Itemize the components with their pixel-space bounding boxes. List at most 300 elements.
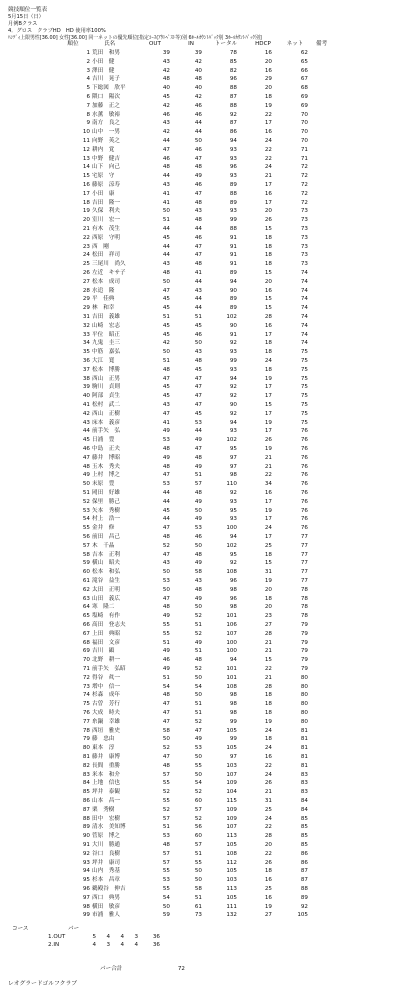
cell-hdcp: 25: [264, 886, 272, 892]
cell-total: 91: [229, 252, 237, 259]
cell-out: 53: [162, 833, 170, 840]
cell-hdcp: 17: [264, 182, 272, 188]
cell-in: 55: [194, 859, 202, 866]
cell-out: 43: [162, 120, 170, 127]
cell-total: 93: [229, 349, 237, 356]
table-row: [0, 665, 400, 674]
cell-rank: 79: [82, 736, 90, 743]
cell-hdcp: 19: [264, 446, 272, 452]
cell-name: 上田 典昭: [92, 630, 120, 637]
cell-rank: 98: [82, 903, 90, 910]
table-row: [0, 216, 400, 225]
cell-rank: 50: [82, 481, 90, 488]
cell-net: 80: [300, 710, 308, 716]
cell-name: 三尾川 尚久: [92, 261, 126, 268]
cell-hdcp: 23: [264, 613, 272, 620]
cell-net: 74: [300, 314, 308, 320]
cell-net: 69: [300, 94, 308, 100]
cell-net: 76: [300, 463, 308, 470]
cell-name: 藤井 康博: [92, 754, 120, 760]
cell-hdcp: 15: [264, 305, 272, 312]
cell-total: 96: [229, 595, 237, 602]
cell-hdcp: 21: [264, 648, 272, 655]
cell-total: 94: [229, 657, 237, 664]
cell-net: 81: [300, 754, 308, 760]
cell-name: 山中 一男: [92, 129, 120, 136]
table-row: [0, 577, 400, 586]
hole-par: 4: [134, 942, 138, 948]
table-row: [0, 287, 400, 296]
cell-rank: 70: [82, 657, 90, 664]
cell-name: 中島 正夫: [92, 446, 120, 452]
table-row: [0, 172, 400, 181]
cell-net: 72: [300, 164, 308, 171]
cell-hdcp: 20: [264, 586, 272, 593]
cell-name: 得谷 眞一: [92, 674, 120, 681]
cell-total: 92: [229, 410, 237, 417]
cell-out: 50: [162, 903, 170, 910]
cell-out: 48: [162, 604, 170, 611]
cell-net: 80: [300, 683, 308, 690]
table-row: [0, 727, 400, 736]
cell-in: 47: [194, 393, 202, 400]
cell-net: 89: [300, 894, 308, 901]
cell-name: 藤 忠由: [92, 736, 115, 743]
report-title: 競技順位一覧表: [8, 7, 48, 13]
cell-hdcp: 29: [264, 76, 272, 83]
cell-hdcp: 16: [264, 877, 272, 884]
table-row: [0, 392, 400, 401]
cell-total: 98: [229, 710, 237, 716]
cell-rank: 58: [82, 551, 90, 558]
cell-in: 43: [194, 578, 202, 584]
cell-in: 43: [194, 208, 202, 215]
cell-in: 49: [194, 498, 202, 505]
cell-hdcp: 19: [264, 578, 272, 584]
cell-out: 43: [162, 58, 170, 65]
cell-hdcp: 15: [264, 657, 272, 664]
cell-total: 82: [229, 67, 237, 74]
course-name: 2.IN: [48, 942, 60, 948]
cell-out: 47: [162, 287, 170, 294]
table-row: [0, 49, 400, 58]
cell-rank: 91: [82, 842, 90, 848]
cell-net: 76: [300, 446, 308, 452]
cell-name: 谷口 良樹: [92, 850, 120, 857]
cell-out: 55: [162, 622, 170, 628]
table-row: [0, 419, 400, 428]
cell-name: 北野 耕一: [92, 657, 120, 664]
cell-rank: 32: [82, 322, 90, 329]
cell-name: 坪井 康司: [92, 859, 120, 866]
cell-total: 87: [229, 94, 237, 100]
cell-net: 74: [300, 296, 308, 303]
cell-hdcp: 18: [264, 595, 272, 602]
cell-net: 85: [300, 815, 308, 822]
table-row: [0, 630, 400, 639]
cell-in: 50: [194, 604, 202, 611]
cell-in: 54: [194, 683, 202, 690]
cell-rank: 66: [82, 622, 90, 628]
cell-in: 52: [194, 630, 202, 637]
table-row: [0, 603, 400, 612]
cell-out: 52: [162, 806, 170, 813]
cell-in: 58: [194, 886, 202, 892]
cell-hdcp: 19: [264, 718, 272, 725]
cell-hdcp: 27: [264, 912, 272, 919]
cell-in: 57: [194, 481, 202, 488]
cell-net: 77: [300, 560, 308, 567]
cell-total: 91: [229, 243, 237, 250]
cell-net: 75: [300, 349, 308, 356]
table-row: [0, 445, 400, 454]
cell-total: 93: [229, 146, 237, 153]
cell-name: 藤原 涼寿: [92, 182, 120, 188]
cell-hdcp: 24: [264, 358, 272, 364]
cell-total: 90: [229, 402, 237, 408]
cell-hdcp: 15: [264, 226, 272, 232]
cell-rank: 46: [82, 446, 90, 452]
cell-in: 47: [194, 446, 202, 452]
cell-total: 98: [229, 701, 237, 708]
cell-out: 47: [162, 375, 170, 382]
cell-total: 96: [229, 578, 237, 584]
cell-total: 132: [226, 912, 237, 919]
cell-out: 53: [162, 437, 170, 444]
cell-out: 50: [162, 586, 170, 593]
cell-name: 平位 昭正: [92, 331, 120, 338]
cell-name: 高田 登志夫: [92, 622, 126, 628]
par-total-label: パー合計: [100, 966, 123, 972]
cell-out: 40: [162, 85, 170, 92]
cell-out: 55: [162, 780, 170, 787]
cell-net: 83: [300, 771, 308, 778]
table-row: [0, 779, 400, 788]
cell-name: 南方 良之: [92, 120, 120, 127]
cell-name: 上村 博之: [92, 472, 120, 479]
cell-hdcp: 28: [264, 683, 272, 690]
cell-in: 42: [194, 58, 202, 65]
cell-hdcp: 18: [264, 252, 272, 259]
cell-name: 下総図 欣平: [92, 85, 126, 92]
cell-net: 87: [300, 868, 308, 875]
cell-total: 102: [226, 542, 237, 549]
cell-out: 43: [162, 182, 170, 188]
table-row: [0, 269, 400, 278]
cell-out: 49: [162, 454, 170, 461]
cell-rank: 34: [82, 340, 90, 347]
cell-out: 52: [162, 789, 170, 796]
cell-total: 95: [229, 446, 237, 452]
par-label: パー: [68, 926, 80, 932]
cell-out: 58: [162, 727, 170, 734]
cell-out: 55: [162, 868, 170, 875]
cell-out: 48: [162, 842, 170, 848]
cell-out: 51: [162, 217, 170, 224]
cell-total: 97: [229, 454, 237, 461]
cell-name: 坪井 泰観: [92, 789, 120, 796]
cell-name: 塩崎 有作: [92, 613, 120, 620]
cell-in: 43: [194, 349, 202, 356]
cell-net: 85: [300, 824, 308, 831]
table-row: [0, 744, 400, 753]
col-in: IN: [188, 41, 194, 47]
cell-rank: 4: [86, 76, 90, 83]
cell-in: 45: [194, 322, 202, 329]
cell-hdcp: 17: [264, 534, 272, 540]
cell-hdcp: 27: [264, 622, 272, 628]
cell-total: 92: [229, 560, 237, 567]
cell-hdcp: 19: [264, 102, 272, 109]
cell-net: 80: [300, 718, 308, 725]
cell-rank: 89: [82, 824, 90, 831]
cell-out: 48: [162, 76, 170, 83]
cell-hdcp: 16: [264, 287, 272, 294]
cell-in: 50: [194, 507, 202, 514]
cell-name: 松田 祥司: [92, 252, 120, 259]
cell-rank: 87: [82, 806, 90, 813]
table-row: [0, 366, 400, 375]
cell-out: 53: [162, 481, 170, 488]
cell-net: 79: [300, 657, 308, 664]
cell-hdcp: 19: [264, 903, 272, 910]
cell-in: 49: [194, 463, 202, 470]
cell-rank: 80: [82, 745, 90, 752]
cell-hdcp: 17: [264, 331, 272, 338]
table-row: [0, 313, 400, 322]
cell-total: 110: [226, 481, 237, 488]
cell-in: 47: [194, 155, 202, 162]
cell-rank: 73: [82, 683, 90, 690]
cell-net: 74: [300, 322, 308, 329]
cell-in: 60: [194, 833, 202, 840]
table-row: [0, 207, 400, 216]
cell-in: 44: [194, 278, 202, 285]
event-date: 5月15日（日）: [8, 14, 44, 20]
cell-total: 91: [229, 234, 237, 241]
cell-name: 耕内 覚: [92, 146, 115, 153]
cell-net: 73: [300, 234, 308, 241]
cell-total: 99: [229, 358, 237, 364]
cell-out: 45: [162, 322, 170, 329]
cell-in: 46: [194, 182, 202, 188]
cell-name: 矢本 秀樹: [92, 507, 120, 514]
cell-total: 107: [226, 824, 237, 831]
cell-rank: 77: [82, 718, 90, 725]
cell-total: 109: [226, 806, 237, 813]
cell-rank: 28: [82, 287, 90, 294]
cell-net: 62: [300, 50, 308, 56]
table-row: [0, 146, 400, 155]
cell-out: 57: [162, 859, 170, 866]
cell-hdcp: 28: [264, 314, 272, 320]
cell-name: 増中 信一: [92, 683, 120, 690]
table-row: [0, 295, 400, 304]
cell-in: 48: [194, 164, 202, 171]
cell-hdcp: 16: [264, 754, 272, 760]
cell-hdcp: 24: [264, 164, 272, 171]
cell-total: 94: [229, 375, 237, 382]
table-row: [0, 75, 400, 84]
cell-name: 前手矢 弘: [92, 428, 120, 435]
cell-in: 44: [194, 226, 202, 232]
cell-rank: 51: [82, 490, 90, 496]
cell-name: 鵜殿谷 伸吉: [92, 886, 126, 892]
cell-out: 53: [162, 578, 170, 584]
cell-rank: 94: [82, 868, 90, 875]
cell-hdcp: 22: [264, 666, 272, 672]
cell-rank: 69: [82, 648, 90, 655]
cell-in: 47: [194, 243, 202, 250]
cell-out: 51: [162, 639, 170, 646]
cell-in: 49: [194, 595, 202, 602]
cell-net: 84: [300, 806, 308, 813]
cell-in: 44: [194, 296, 202, 303]
cell-net: 76: [300, 454, 308, 461]
cell-net: 65: [300, 58, 308, 65]
cell-hdcp: 18: [264, 243, 272, 250]
cell-in: 60: [194, 798, 202, 804]
cell-in: 50: [194, 754, 202, 760]
cell-in: 52: [194, 789, 202, 796]
cell-net: 74: [300, 270, 308, 276]
cell-net: 67: [300, 76, 308, 83]
cell-name: 松本 成司: [92, 278, 120, 285]
cell-hdcp: 22: [264, 824, 272, 831]
cell-hdcp: 21: [264, 789, 272, 796]
cell-in: 44: [194, 305, 202, 312]
table-row: [0, 718, 400, 727]
cell-out: 48: [162, 692, 170, 699]
cell-in: 50: [194, 542, 202, 549]
table-row: [0, 788, 400, 797]
cell-net: 78: [300, 604, 308, 611]
cell-net: 83: [300, 780, 308, 787]
cell-out: 50: [162, 349, 170, 356]
cell-out: 49: [162, 648, 170, 655]
cell-out: 48: [162, 446, 170, 452]
cell-net: 73: [300, 243, 308, 250]
table-row: [0, 278, 400, 287]
table-row: [0, 524, 400, 533]
cell-rank: 15: [82, 173, 90, 180]
table-row: [0, 251, 400, 260]
cell-name: 隈口 陽次: [92, 94, 120, 100]
cell-net: 76: [300, 516, 308, 523]
cell-name: 東本 淳: [92, 745, 115, 752]
cell-out: 48: [162, 463, 170, 470]
cell-name: 米本 和介: [92, 771, 120, 778]
cell-hdcp: 20: [264, 278, 272, 285]
cell-hdcp: 21: [264, 674, 272, 681]
cell-name: 末原 豊: [92, 481, 115, 488]
cell-total: 106: [226, 622, 237, 628]
cell-hdcp: 15: [264, 560, 272, 567]
cell-hdcp: 24: [264, 525, 272, 532]
cell-in: 51: [194, 472, 202, 479]
cell-hdcp: 19: [264, 419, 272, 426]
cell-net: 85: [300, 833, 308, 840]
cell-hdcp: 21: [264, 173, 272, 180]
table-row: [0, 647, 400, 656]
cell-name: 菅原 博之: [92, 833, 120, 840]
cell-out: 45: [162, 507, 170, 514]
cell-out: 47: [162, 146, 170, 153]
cell-rank: 95: [82, 877, 90, 884]
cell-in: 49: [194, 173, 202, 180]
cell-name: 西 剛: [92, 243, 109, 250]
cell-net: 68: [300, 85, 308, 92]
cell-hdcp: 17: [264, 393, 272, 400]
cell-rank: 52: [82, 498, 90, 505]
cell-out: 57: [162, 815, 170, 822]
cell-net: 70: [300, 129, 308, 136]
cell-in: 53: [194, 419, 202, 426]
cell-out: 48: [162, 164, 170, 171]
cell-rank: 41: [82, 402, 90, 408]
cell-in: 51: [194, 622, 202, 628]
cell-hdcp: 22: [264, 155, 272, 162]
cell-hdcp: 22: [264, 472, 272, 479]
cell-in: 47: [194, 375, 202, 382]
cell-in: 57: [194, 806, 202, 813]
cell-net: 79: [300, 639, 308, 646]
cell-out: 45: [162, 305, 170, 312]
cell-name: 吉川 晃子: [92, 76, 120, 83]
cell-total: 86: [229, 129, 237, 136]
cell-hdcp: 24: [264, 138, 272, 144]
cell-in: 51: [194, 314, 202, 320]
cell-hdcp: 31: [264, 798, 272, 804]
table-row: [0, 199, 400, 208]
cell-hdcp: 17: [264, 120, 272, 127]
table-row: [0, 119, 400, 128]
cell-rank: 26: [82, 270, 90, 276]
cell-net: 79: [300, 648, 308, 655]
cell-rank: 36: [82, 358, 90, 364]
cell-total: 113: [226, 886, 237, 892]
cell-rank: 22: [82, 234, 90, 241]
cell-rank: 40: [82, 393, 90, 400]
cell-in: 48: [194, 586, 202, 593]
cell-net: 76: [300, 498, 308, 505]
cell-name: 西山 正男: [92, 375, 120, 382]
cell-hdcp: 17: [264, 384, 272, 391]
cell-total: 90: [229, 322, 237, 329]
table-row: [0, 155, 400, 164]
table-row: [0, 480, 400, 489]
cell-hdcp: 17: [264, 498, 272, 505]
table-row: [0, 137, 400, 146]
cell-total: 96: [229, 164, 237, 171]
table-row: [0, 753, 400, 762]
cell-total: 107: [226, 771, 237, 778]
cell-total: 95: [229, 551, 237, 558]
cell-rank: 83: [82, 771, 90, 778]
cell-out: 44: [162, 138, 170, 144]
table-row: [0, 735, 400, 744]
cell-total: 109: [226, 815, 237, 822]
cell-in: 50: [194, 868, 202, 875]
cell-hdcp: 18: [264, 261, 272, 268]
cell-in: 42: [194, 94, 202, 100]
cell-hdcp: 16: [264, 894, 272, 901]
cell-name: 山田 義広: [92, 595, 120, 602]
cell-in: 45: [194, 410, 202, 417]
cell-total: 93: [229, 208, 237, 215]
cell-net: 74: [300, 278, 308, 285]
cell-net: 81: [300, 736, 308, 743]
